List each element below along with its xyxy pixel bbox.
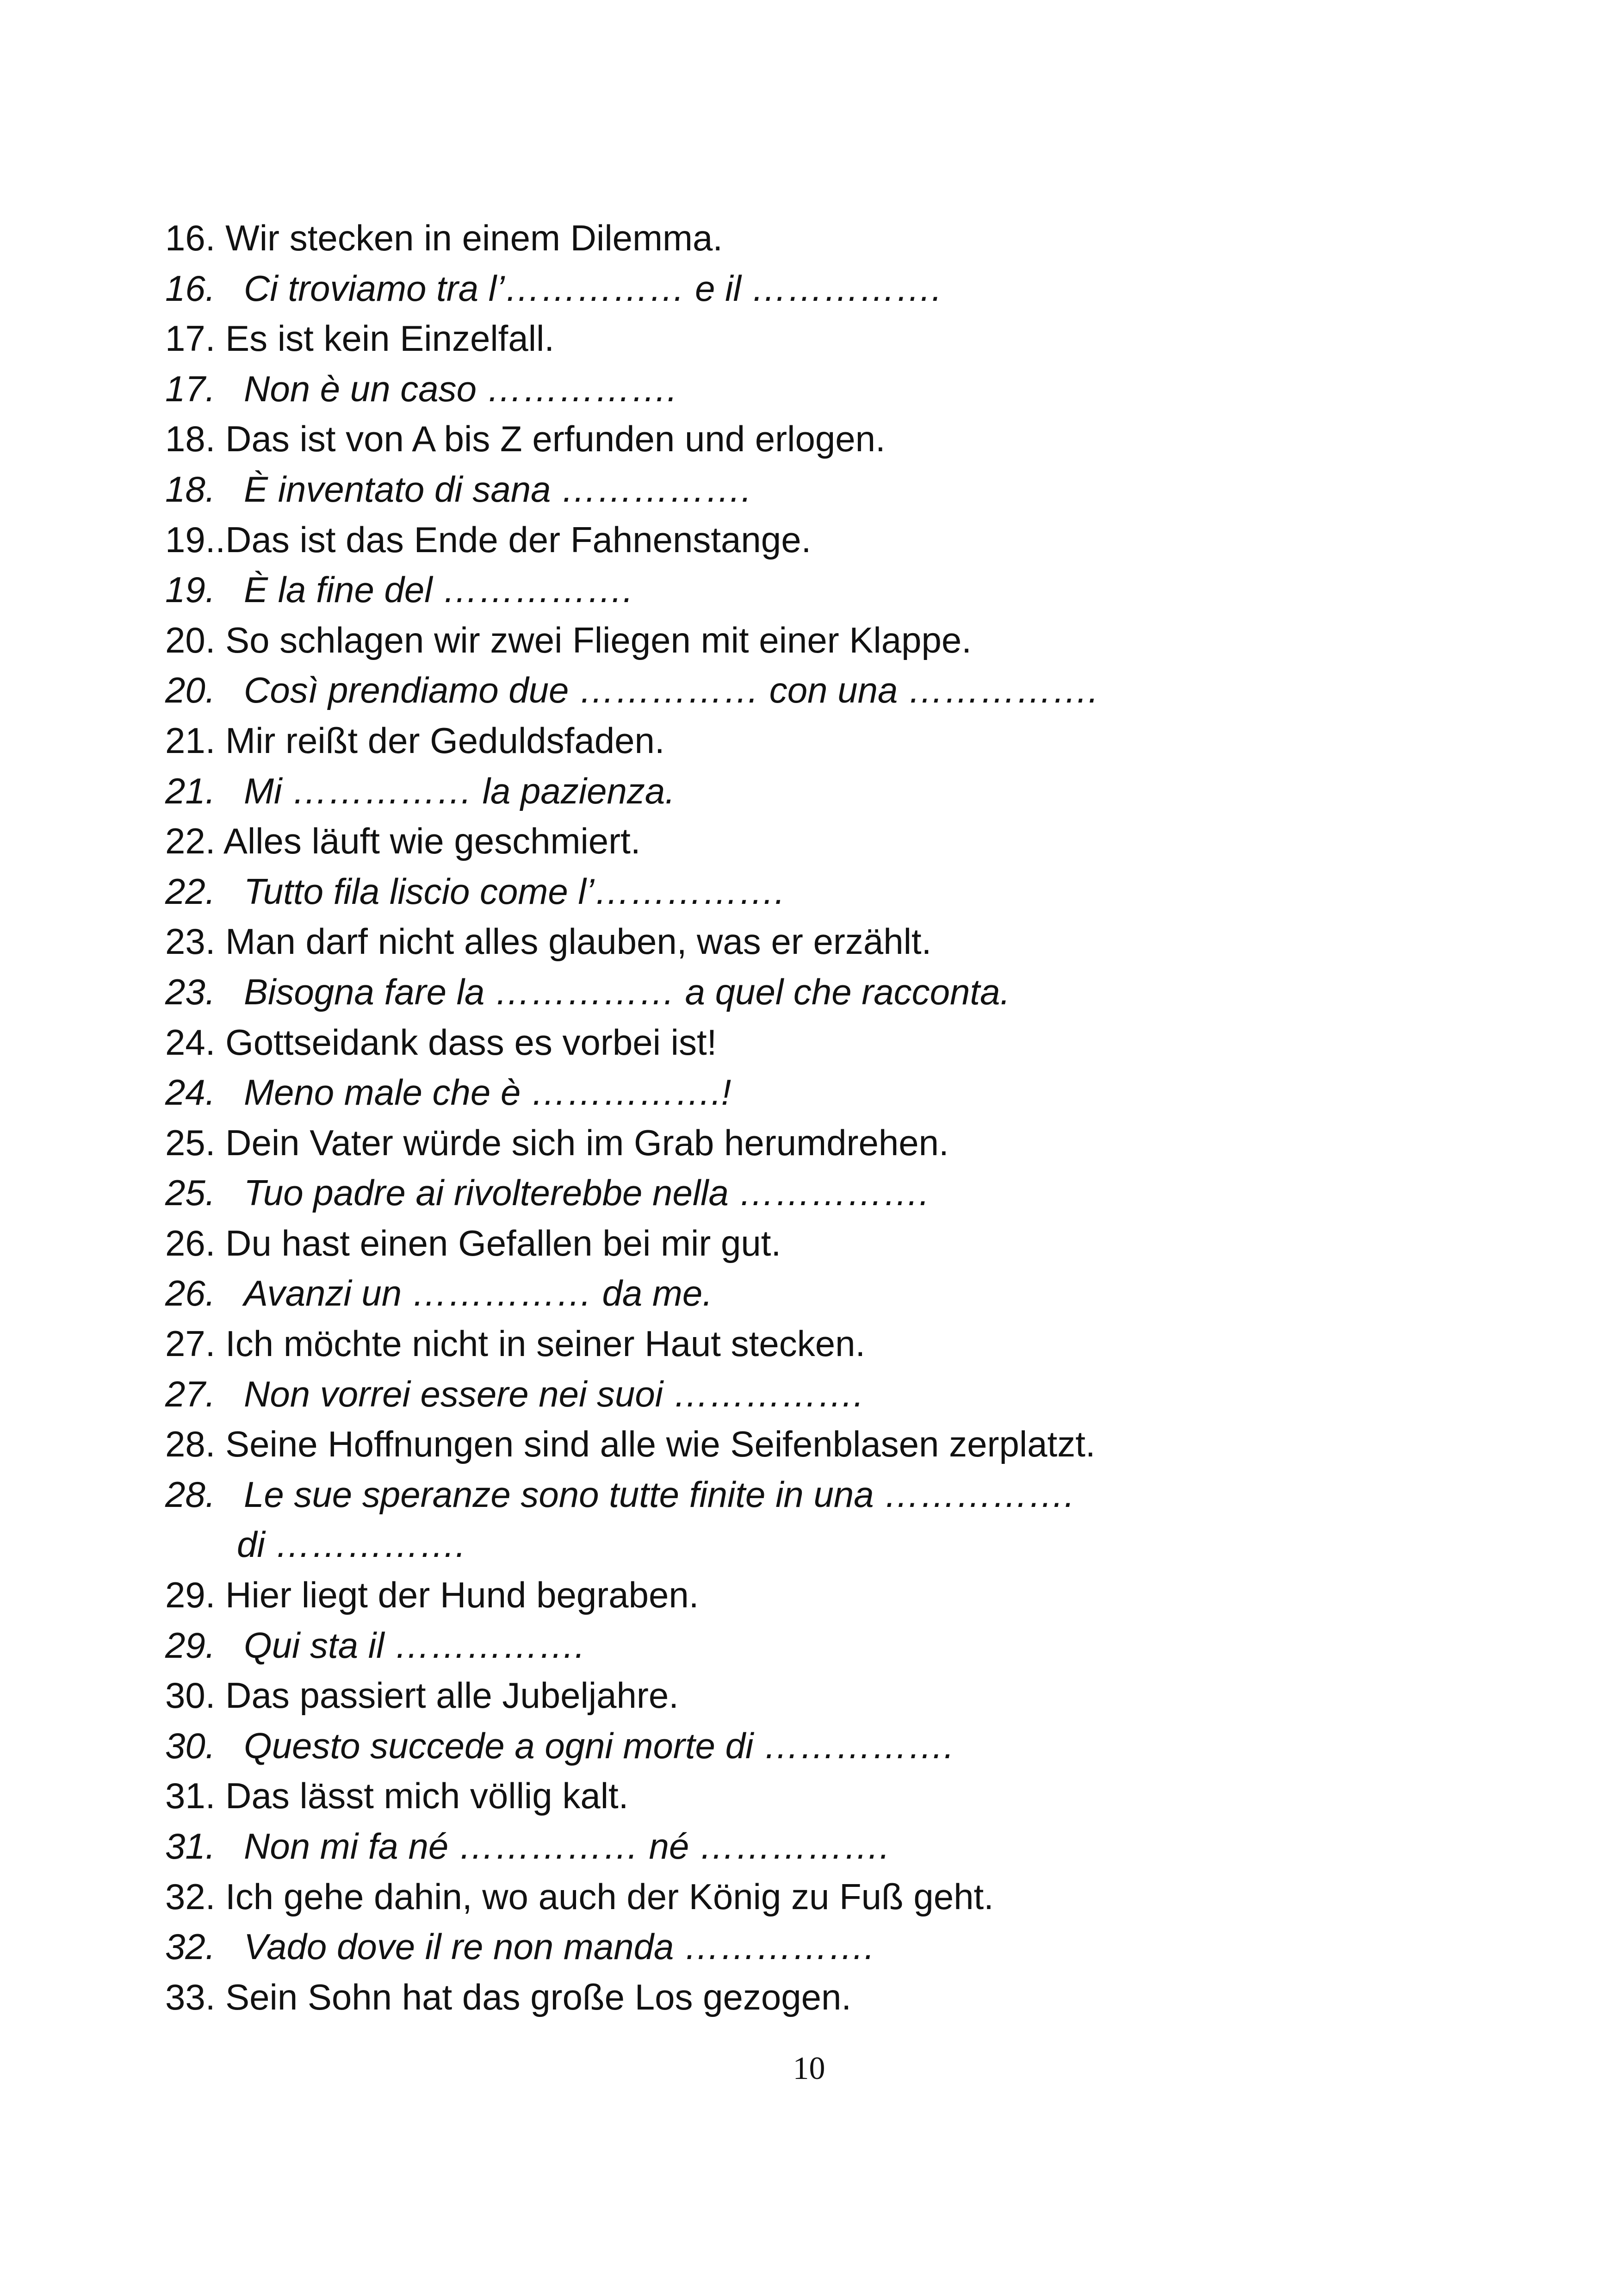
item-number: 16. (165, 268, 216, 309)
phrase-text: Ich gehe dahin, wo auch der König zu Fuß geht. (225, 1876, 994, 1917)
phrase-text: Sein Sohn hat das große Los gezogen. (225, 1976, 852, 2017)
phrase-text: Dein Vater würde sich im Grab herumdrehen. (225, 1122, 949, 1163)
phrase-text: Vado dove il re non manda ……………. (244, 1926, 874, 1967)
item-number: 29. (165, 1624, 216, 1666)
phrase-text: di ……………. (237, 1524, 466, 1565)
phrase-text: Wir stecken in einem Dilemma. (225, 218, 723, 258)
phrase-text: Tuo padre ai rivolterebbe nella ……………. (244, 1172, 930, 1213)
german-phrase-33 (165, 1972, 1507, 2022)
item-number: 27. (165, 1323, 216, 1364)
phrase-text: Mi …………… la pazienza. (244, 770, 675, 811)
phrase-text: Hier liegt der Hund begraben. (225, 1574, 699, 1616)
italian-blank-19 (165, 565, 1507, 615)
item-number: 23. (165, 971, 216, 1012)
german-phrase-19 (165, 515, 1507, 565)
phrase-text: Così prendiamo due …………… con una ……………. (244, 670, 1098, 711)
item-number: 30. (165, 1675, 216, 1716)
italian-blank-25 (165, 1168, 1507, 1218)
phrase-text: Avanzi un …………… da me. (244, 1273, 713, 1314)
german-phrase-27 (165, 1319, 1507, 1369)
german-phrase-28 (165, 1419, 1507, 1469)
item-number: 31. (165, 1826, 216, 1867)
phrase-text: Non vorrei essere nei suoi ……………. (244, 1373, 864, 1414)
phrase-text: È la fine del ……………. (244, 569, 633, 610)
german-phrase-31 (165, 1771, 1507, 1821)
german-phrase-18 (165, 414, 1507, 464)
phrase-text: Mir reißt der Geduldsfaden. (225, 720, 665, 761)
item-number: 18. (165, 468, 216, 510)
phrase-text: Meno male che è …………….! (244, 1072, 732, 1113)
german-phrase-16 (165, 213, 1507, 263)
phrase-text: Seine Hoffnungen sind alle wie Seifenblasen zerplatzt. (225, 1424, 1096, 1465)
german-phrase-20 (165, 615, 1507, 666)
item-number: 19. (165, 569, 216, 610)
italian-blank-16 (165, 263, 1507, 314)
item-number: 32. (165, 1926, 216, 1967)
item-number: 28. (165, 1424, 216, 1465)
item-number: 33. (165, 1976, 216, 2017)
phrase-text: Questo succede a ogni morte di ……………. (244, 1725, 954, 1766)
item-number: 24. (165, 1072, 216, 1113)
phrase-text: Man darf nicht alles glauben, was er erzählt. (225, 921, 932, 962)
german-phrase-25 (165, 1118, 1507, 1168)
german-phrase-22 (165, 816, 1507, 866)
phrase-text: Non è un caso ……………. (244, 368, 677, 409)
item-number: 32. (165, 1876, 216, 1917)
phrase-text: Es ist kein Einzelfall. (225, 318, 555, 359)
italian-blank-21 (165, 766, 1507, 816)
italian-blank-31 (165, 1821, 1507, 1872)
item-number: 21. (165, 720, 216, 761)
item-number: 17. (165, 318, 216, 359)
italian-blank-24 (165, 1067, 1507, 1118)
phrase-text: Non mi fa né …………… né ……………. (244, 1826, 890, 1867)
german-phrase-32 (165, 1872, 1507, 1922)
item-number: 31. (165, 1775, 216, 1817)
german-phrase-26 (165, 1218, 1507, 1269)
item-number: 28. (165, 1474, 216, 1515)
italian-blank-20 (165, 665, 1507, 716)
item-number: 19.. (165, 519, 226, 560)
item-number: 26. (165, 1222, 216, 1263)
italian-blank-28-continuation (165, 1519, 1507, 1570)
phrase-text: Ich möchte nicht in seiner Haut stecken. (225, 1323, 866, 1364)
phrase-text: Ci troviamo tra l’…………… e il ……………. (244, 268, 942, 309)
german-phrase-23 (165, 916, 1507, 967)
item-number: 30. (165, 1725, 216, 1766)
phrase-text: Le sue speranze sono tutte finite in una ……………. (244, 1474, 1074, 1515)
german-phrase-21 (165, 716, 1507, 766)
phrase-text: Alles läuft wie geschmiert. (223, 821, 641, 862)
italian-blank-28 (165, 1469, 1507, 1520)
phrase-text: So schlagen wir zwei Fliegen mit einer Klappe. (225, 619, 972, 660)
phrase-text: Bisogna fare la …………… a quel che racconta. (244, 971, 1010, 1012)
item-number: 21. (165, 770, 216, 811)
german-phrase-30 (165, 1670, 1507, 1721)
italian-blank-23 (165, 967, 1507, 1017)
item-number: 18. (165, 418, 216, 460)
phrase-text: Das passiert alle Jubeljahre. (225, 1675, 679, 1716)
phrase-text: Du hast einen Gefallen bei mir gut. (225, 1222, 781, 1263)
italian-blank-18 (165, 464, 1507, 515)
phrase-text: Qui sta il ……………. (244, 1624, 585, 1666)
item-number: 17. (165, 368, 216, 409)
phrase-text: Das ist das Ende der Fahnenstange. (225, 519, 812, 560)
italian-blank-22 (165, 866, 1507, 917)
italian-blank-26 (165, 1268, 1507, 1319)
phrase-text: Das lässt mich völlig kalt. (225, 1775, 629, 1817)
italian-blank-30 (165, 1721, 1507, 1771)
item-number: 22. (165, 821, 216, 862)
exercise-list (165, 213, 1507, 2022)
italian-blank-29 (165, 1620, 1507, 1671)
item-number: 16. (165, 218, 216, 258)
phrase-text: Gottseidank dass es vorbei ist! (225, 1021, 717, 1063)
item-number: 24. (165, 1021, 216, 1063)
item-number: 22. (165, 871, 216, 912)
item-number: 27. (165, 1373, 216, 1414)
item-number: 25. (165, 1172, 216, 1213)
italian-blank-32 (165, 1922, 1507, 1972)
item-number: 20. (165, 619, 216, 660)
german-phrase-29 (165, 1570, 1507, 1620)
item-number: 25. (165, 1122, 216, 1163)
item-number: 29. (165, 1574, 216, 1616)
german-phrase-24 (165, 1017, 1507, 1068)
phrase-text: È inventato di sana ……………. (244, 468, 751, 510)
phrase-text: Das ist von A bis Z erfunden und erlogen. (225, 418, 886, 460)
page-number: 10 (793, 2051, 825, 2086)
phrase-text: Tutto fila liscio come l’……………. (244, 871, 785, 912)
item-number: 20. (165, 670, 216, 711)
italian-blank-27 (165, 1369, 1507, 1419)
item-number: 26. (165, 1273, 216, 1314)
german-phrase-17 (165, 313, 1507, 364)
italian-blank-17 (165, 364, 1507, 414)
item-number: 23. (165, 921, 216, 962)
